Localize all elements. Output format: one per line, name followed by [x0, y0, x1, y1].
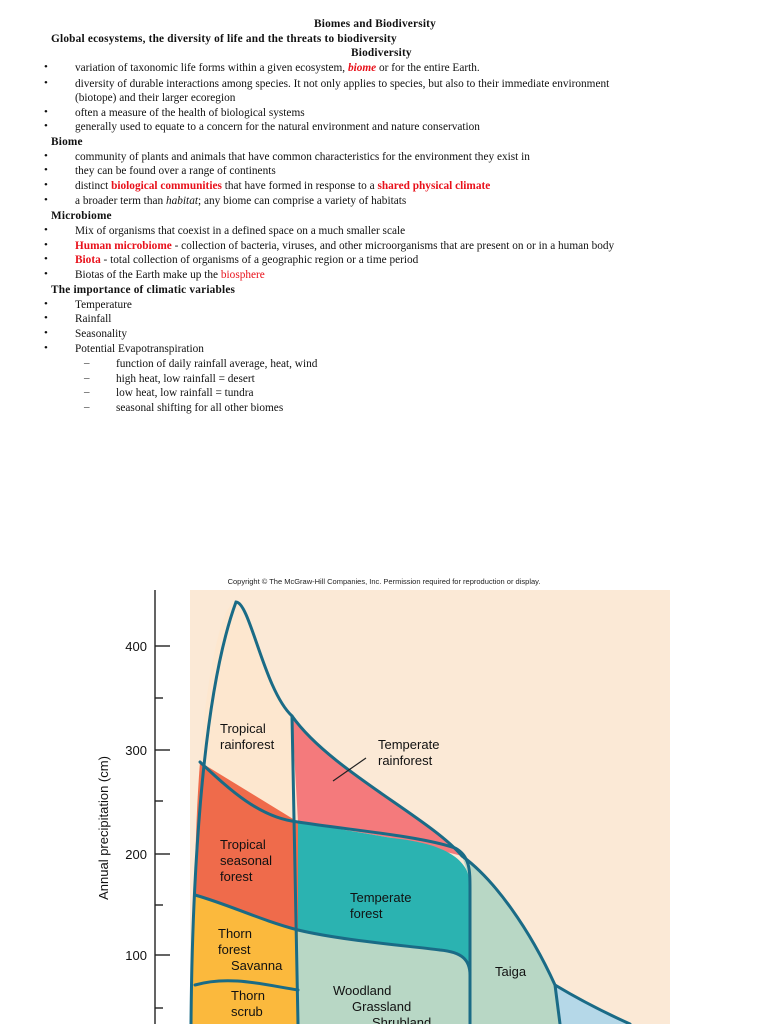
list-item: community of plants and animals that have common characteristics for the environment they exist in	[75, 151, 530, 163]
y-axis-ticks	[155, 646, 170, 1008]
bullet-marker: •	[44, 120, 48, 132]
highlight-text: Human microbiome	[75, 240, 172, 252]
dash-marker: –	[84, 401, 90, 413]
label-temperate-forest: Temperate	[350, 890, 412, 905]
list-item	[75, 253, 418, 267]
label-thorn-forest: forest	[218, 942, 251, 957]
list-item: Potential Evapotranspiration	[75, 343, 204, 355]
bullet-marker: •	[44, 298, 48, 310]
biosphere-link-text: biosphere	[220, 269, 265, 281]
highlight-text: shared physical climate	[377, 180, 491, 192]
sub-list-item: high heat, low rainfall = desert	[116, 373, 255, 385]
bullet-marker: •	[44, 224, 48, 236]
y-tick-label: 100	[125, 948, 147, 963]
bullet-marker: •	[44, 268, 48, 280]
doc-subtitle: Global ecosystems, the diversity of life and the threats to biodiversity	[51, 33, 397, 45]
item-text: or for the entire Earth.	[376, 62, 480, 74]
bullet-marker: •	[44, 253, 48, 265]
bullet-marker: •	[44, 194, 48, 206]
bullet-marker: •	[44, 150, 48, 162]
heading-climate: The importance of climatic variables	[51, 284, 236, 296]
y-axis-label: Annual precipitation (cm)	[96, 756, 111, 900]
bullet-marker: •	[44, 106, 48, 118]
label-thorn-scrub: scrub	[231, 1004, 263, 1019]
label-tropical-seasonal-forest: seasonal	[220, 853, 273, 868]
item-text: a broader term than	[75, 195, 166, 207]
item-text: Biotas of the Earth make up the	[75, 269, 221, 281]
bullet-marker: •	[44, 342, 48, 354]
highlight-text: biological communities	[111, 180, 222, 192]
bullet-marker: •	[44, 327, 48, 339]
dash-marker: –	[84, 372, 90, 384]
label-woodland: Woodland	[333, 983, 392, 998]
habitat-text: habitat	[165, 195, 198, 207]
label-thorn-scrub: Thorn	[231, 988, 265, 1003]
heading-biome: Biome	[51, 136, 83, 148]
list-item	[75, 239, 614, 253]
y-tick-label: 300	[125, 743, 147, 758]
list-item-continuation: (biotope) and their larger ecoregion	[75, 92, 236, 104]
label-tropical-rainforest: rainforest	[220, 737, 275, 752]
bullet-marker: •	[44, 77, 48, 89]
bullet-marker: •	[44, 239, 48, 251]
item-text: variation of taxonomic life forms within a given ecosystem,	[75, 62, 348, 74]
heading-biodiversity: Biodiversity	[351, 47, 412, 59]
list-item: Rainfall	[75, 313, 112, 325]
list-item	[75, 268, 265, 282]
label-tropical-rainforest: Tropical	[220, 721, 266, 736]
biome-figure	[0, 570, 768, 1024]
dash-marker: –	[84, 386, 90, 398]
list-item: Seasonality	[75, 328, 128, 340]
list-item: Mix of organisms that coexist in a defined space on a much smaller scale	[75, 225, 406, 237]
item-text: - total collection of organisms of a geographic region or a time period	[100, 254, 419, 266]
item-text: ; any biome can comprise a variety of habitats	[197, 195, 407, 207]
label-grassland: Grassland	[352, 999, 412, 1014]
sub-list-item: seasonal shifting for all other biomes	[116, 402, 284, 414]
list-item	[75, 179, 490, 193]
dash-marker: –	[84, 357, 90, 369]
label-temperate-forest: forest	[350, 906, 383, 921]
bullet-marker: •	[44, 164, 48, 176]
bullet-marker: •	[44, 179, 48, 191]
list-item: diversity of durable interactions among species. It not only applies to species, but also to their immediate environment	[75, 78, 610, 90]
doc-title: Biomes and Biodiversity	[314, 18, 436, 30]
list-item: often a measure of the health of biological systems	[75, 107, 305, 119]
biome-link-text: biome	[347, 62, 377, 74]
list-item	[75, 194, 406, 208]
item-text: distinct	[75, 180, 112, 192]
label-temperate-rainforest: Temperate	[378, 737, 440, 752]
label-savanna: Savanna	[231, 958, 283, 973]
list-item: generally used to equate to a concern for the natural environment and nature conservation	[75, 121, 480, 133]
item-text: that have formed in response to a	[221, 180, 378, 192]
highlight-text: Biota	[75, 254, 101, 266]
item-text: - collection of bacteria, viruses, and other microorganisms that are present on or in a human body	[171, 240, 615, 252]
copyright-notice: Copyright © The McGraw-Hill Companies, Inc. Permission required for reproduction or display.	[227, 577, 541, 586]
label-thorn-forest: Thorn	[218, 926, 252, 941]
list-item	[75, 61, 480, 75]
label-taiga: Taiga	[495, 964, 527, 979]
bullet-marker: •	[44, 61, 48, 73]
list-item: they can be found over a range of continents	[75, 165, 276, 177]
y-tick-label: 400	[125, 639, 147, 654]
y-tick-label: 200	[125, 847, 147, 862]
y-tick-labels	[125, 639, 147, 963]
biome-diagram	[0, 570, 768, 1024]
sub-list-item: low heat, low rainfall = tundra	[116, 387, 254, 399]
label-tropical-seasonal-forest: forest	[220, 869, 253, 884]
heading-microbiome: Microbiome	[51, 210, 112, 222]
label-tropical-seasonal-forest: Tropical	[220, 837, 266, 852]
bullet-marker: •	[44, 312, 48, 324]
sub-list-item: function of daily rainfall average, heat, wind	[116, 358, 318, 370]
label-shrubland: Shrubland	[372, 1015, 432, 1024]
label-temperate-rainforest: rainforest	[378, 753, 433, 768]
list-item: Temperature	[75, 299, 132, 311]
